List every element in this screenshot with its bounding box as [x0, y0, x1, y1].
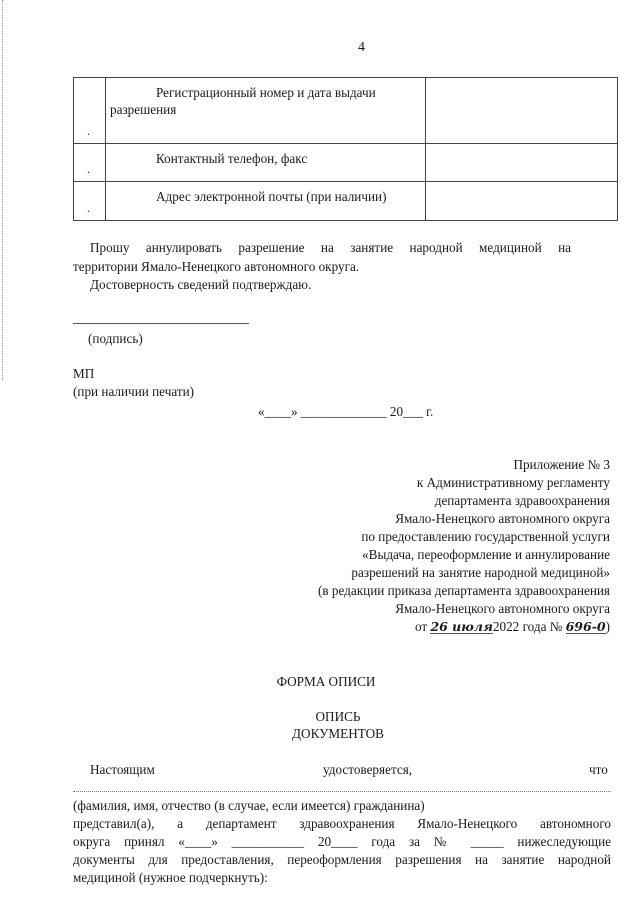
order-date-line: от 26 июля2022 года № 696-0) — [414, 619, 610, 634]
row-number-cell: . — [74, 182, 106, 221]
row-number-cell: . — [74, 143, 106, 182]
appendix-line: Ямало-Ненецкого автономного округа — [395, 511, 610, 526]
row-value-cell — [426, 182, 618, 221]
request-line-2: территории Ямало-Ненецкого автономного округа. — [73, 259, 360, 274]
form-title-1: ОПИСЬ — [315, 709, 361, 724]
form-title-2: ДОКУМЕНТОВ — [292, 726, 384, 741]
appendix-line: департамента здравоохранения — [434, 493, 610, 508]
body-line-4: медициной (нужное подчеркнуть): — [73, 870, 268, 885]
certify-word-1: Настоящим — [90, 762, 155, 777]
scan-edge-line — [2, 0, 4, 380]
appendix-line: к Административному регламенту — [416, 475, 610, 490]
stamp-label: МП — [73, 366, 95, 381]
handwritten-order-date: 26 июля — [430, 619, 493, 634]
request-line-3: Достоверность сведений подтверждаю. — [90, 277, 312, 292]
table-row — [74, 182, 618, 221]
request-line-1: Прошу аннулировать разрешение на занятие народной медициной на — [90, 240, 571, 255]
body-line-2: округа принял «____» ___________ 20____ года за № _____ нижеследующие — [73, 834, 611, 849]
body-line-1: представил(а), а департамент здравоохранения Ямало-Ненецкого автономного — [73, 816, 611, 831]
table-row — [74, 143, 618, 182]
signature-line — [73, 323, 249, 324]
row-label-cell: Регистрационный номер и дата выдачи разрешения — [106, 78, 426, 144]
row-number-cell: . — [74, 78, 106, 144]
row-value-cell — [426, 78, 618, 144]
body-line-3: документы для предоставления, переоформления разрешения на занятие народной — [73, 852, 611, 867]
row-value-cell — [426, 143, 618, 182]
applicant-info-table — [73, 77, 618, 221]
page-number: 4 — [358, 40, 365, 55]
table-row — [74, 78, 618, 144]
appendix-line: «Выдача, переоформление и аннулирование — [362, 547, 610, 562]
name-hint: (фамилия, имя, отчество (в случае, если имеется) гражданина) — [73, 798, 425, 813]
form-heading: ФОРМА ОПИСИ — [276, 674, 376, 689]
row-label-cell: Контактный телефон, факс — [106, 143, 426, 182]
appendix-line: по предоставлению государственной услуги — [361, 529, 610, 544]
signature-label: (подпись) — [88, 331, 143, 346]
appendix-line: Приложение № 3 — [513, 457, 610, 472]
date-line: «____» _____________ 20___ г. — [258, 404, 434, 419]
certify-word-3: что — [589, 762, 608, 777]
handwritten-order-number: 696-0 — [565, 619, 606, 634]
appendix-line: (в редакции приказа департамента здравоохранения — [317, 583, 610, 598]
stamp-note: (при наличии печати) — [73, 384, 195, 399]
certify-word-2: удостоверяется, — [323, 762, 413, 777]
appendix-line: Ямало-Ненецкого автономного округа — [395, 601, 610, 616]
row-label-cell: Адрес электронной почты (при наличии) — [106, 182, 426, 221]
name-fill-line — [73, 791, 611, 792]
appendix-line: разрешений на занятие народной медициной» — [351, 565, 610, 580]
